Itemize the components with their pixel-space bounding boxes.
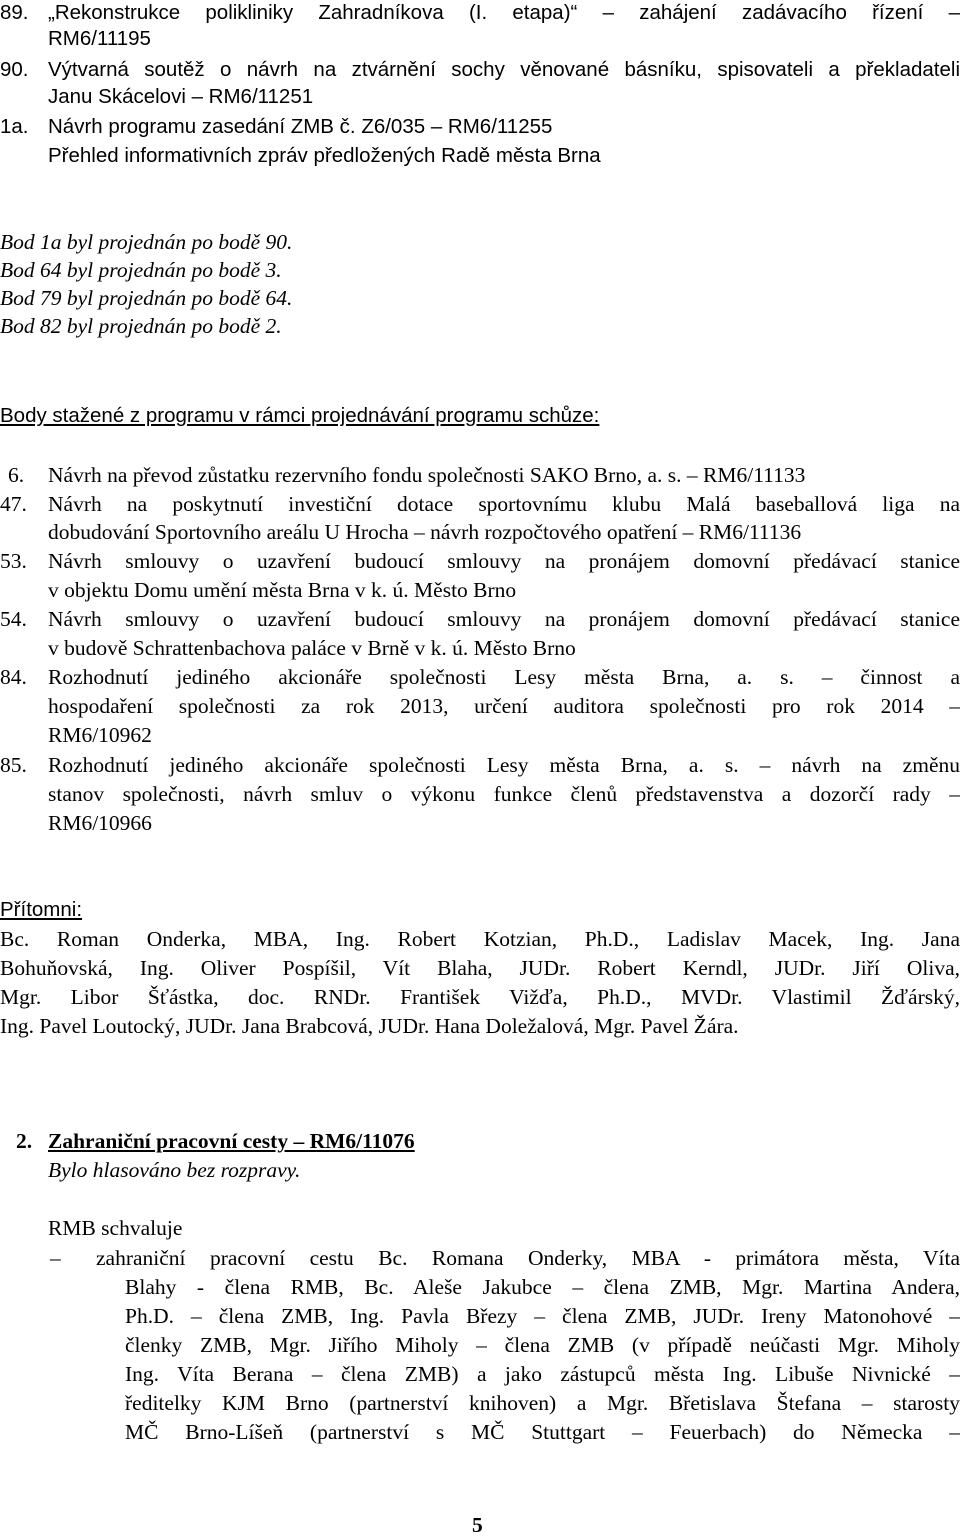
agenda-item-89-cont: RM6/11195 bbox=[48, 27, 151, 50]
item-text: Rozhodnutí jediného akcionáře společnosti Lesy města Brna, a. s. – činnost a bbox=[48, 665, 960, 689]
withdrawn-item-53-cont: v objektu Domu umění města Brna v k. ú. Město Brno bbox=[48, 578, 517, 602]
item-2-approves: RMB schvaluje bbox=[48, 1216, 183, 1240]
bullet-line bbox=[125, 1419, 960, 1445]
withdrawn-item-6 bbox=[0, 462, 805, 488]
item-number: 6. bbox=[8, 463, 25, 487]
present-line: Ing. Pavel Loutocký, JUDr. Jana Brabcová, JUDr. Hana Doležalová, Mgr. Pavel Žára. bbox=[0, 1014, 739, 1038]
bullet-line bbox=[125, 1303, 960, 1329]
bullet-text: Ing. Víta Berana – člena ZMB) a jako zástupců města Ing. Libuše Nivnické – bbox=[125, 1362, 960, 1386]
bullet-line bbox=[125, 1361, 960, 1387]
item-text: „Rekonstrukce polikliniky Zahradníkova (I. etapa)“ – zahájení zadávacího řízení – bbox=[48, 1, 960, 24]
bullet-line bbox=[125, 1274, 960, 1300]
bullet-text: členky ZMB, Mgr. Jiřího Miholy – člena ZMB (v případě neúčasti Mgr. Miholy bbox=[125, 1333, 960, 1357]
item-text: Rozhodnutí jediného akcionáře společnosti Lesy města Brna, a. s. – návrh na změnu bbox=[48, 753, 960, 777]
withdrawn-item-54-cont: v budově Schrattenbachova paláce v Brně v k. ú. Město Brno bbox=[48, 636, 576, 660]
note-line: Bod 82 byl projednán po bodě 2. bbox=[0, 314, 282, 338]
withdrawn-item-85-cont bbox=[48, 781, 960, 807]
bullet-line bbox=[0, 1245, 960, 1271]
note-line: Bod 1a byl projednán po bodě 90. bbox=[0, 230, 293, 254]
bullet-line bbox=[125, 1332, 960, 1358]
agenda-item-89 bbox=[0, 0, 960, 26]
item-2-heading bbox=[0, 1128, 415, 1154]
item-number: 47. bbox=[0, 492, 27, 516]
present-text: Mgr. Libor Šťástka, doc. RNDr. František Vižďa, Ph.D., MVDr. Vlastimil Žďárský, bbox=[0, 985, 960, 1009]
withdrawn-item-85 bbox=[0, 752, 960, 778]
withdrawn-item-53 bbox=[0, 548, 960, 574]
withdrawn-item-47 bbox=[0, 491, 960, 517]
item-text: hospodaření společnosti za rok 2013, určení auditora společnosti pro rok 2014 – bbox=[48, 694, 960, 718]
present-text: Bc. Roman Onderka, MBA, Ing. Robert Kotzian, Ph.D., Ladislav Macek, Ing. Jana bbox=[0, 927, 960, 951]
item-text: Návrh smlouvy o uzavření budoucí smlouvy na pronájem domovní předávací stanice bbox=[48, 549, 960, 573]
withdrawn-item-84-cont bbox=[48, 693, 960, 719]
item-2-note: Bylo hlasováno bez rozpravy. bbox=[48, 1158, 301, 1182]
item-number: 84. bbox=[0, 665, 27, 689]
item-text: Výtvarná soutěž o návrh na ztvárnění sochy věnované básníku, spisovateli a překladateli bbox=[48, 58, 960, 81]
item-number: 1a. bbox=[0, 115, 29, 138]
withdrawn-item-85-cont2: RM6/10966 bbox=[48, 811, 152, 835]
agenda-item-1a-cont: Přehled informativních zpráv předložených Radě města Brna bbox=[48, 144, 601, 167]
withdrawn-item-84 bbox=[0, 664, 960, 690]
agenda-item-90-cont: Janu Skácelovi – RM6/11251 bbox=[48, 85, 314, 108]
bullet-text: zahraniční pracovní cestu Bc. Romana Onderky, MBA - primátora města, Víta bbox=[96, 1246, 960, 1270]
agenda-item-1a bbox=[0, 114, 552, 140]
item-number: 2. bbox=[16, 1129, 33, 1153]
bullet-text: Blahy - člena RMB, Bc. Aleše Jakubce – člena ZMB, Mgr. Martina Andera, bbox=[125, 1275, 960, 1299]
bullet-text: MČ Brno-Líšeň (partnerství s MČ Stuttgart – Feuerbach) do Německa – bbox=[125, 1420, 960, 1444]
bullet-text: ředitelky KJM Brno (partnerství knihoven) a Mgr. Břetislava Štefana – starosty bbox=[125, 1391, 960, 1415]
present-heading: Přítomni: bbox=[0, 898, 83, 921]
withdrawn-item-47-cont: dobudování Sportovního areálu U Hrocha – návrh rozpočtového opatření – RM6/11136 bbox=[48, 520, 802, 544]
item-number: 54. bbox=[0, 607, 27, 631]
item-number: 90. bbox=[0, 58, 29, 81]
item-2-title: Zahraniční pracovní cesty – RM6/11076 bbox=[48, 1129, 415, 1153]
page-number: 5 bbox=[472, 1513, 483, 1537]
withdrawn-item-84-cont2: RM6/10962 bbox=[48, 723, 152, 747]
item-text: Návrh programu zasedání ZMB č. Z6/035 – RM6/11255 bbox=[48, 115, 553, 138]
present-line bbox=[0, 955, 960, 981]
dash-bullet: – bbox=[50, 1246, 61, 1270]
withdrawn-item-54 bbox=[0, 606, 960, 632]
item-number: 89. bbox=[0, 1, 29, 24]
present-line bbox=[0, 984, 960, 1010]
note-line: Bod 64 byl projednán po bodě 3. bbox=[0, 258, 282, 282]
item-text: Návrh na poskytnutí investiční dotace sportovnímu klubu Malá baseballová liga na bbox=[48, 492, 960, 516]
agenda-item-90 bbox=[0, 57, 960, 83]
note-line: Bod 79 byl projednán po bodě 64. bbox=[0, 286, 293, 310]
present-line bbox=[0, 926, 960, 952]
item-text: stanov společnosti, návrh smluv o výkonu funkce členů představenstva a dozorčí rady – bbox=[48, 782, 960, 806]
item-text: Návrh smlouvy o uzavření budoucí smlouvy na pronájem domovní předávací stanice bbox=[48, 607, 960, 631]
item-text: Návrh na převod zůstatku rezervního fondu společnosti SAKO Brno, a. s. – RM6/11133 bbox=[48, 463, 806, 487]
item-number: 85. bbox=[0, 753, 27, 777]
bullet-line bbox=[125, 1390, 960, 1416]
bullet-text: Ph.D. – člena ZMB, Ing. Pavla Březy – člena ZMB, JUDr. Ireny Matonohové – bbox=[125, 1304, 960, 1328]
withdrawn-heading: Body stažené z programu v rámci projednávání programu schůze: bbox=[0, 404, 600, 427]
item-number: 53. bbox=[0, 549, 27, 573]
present-text: Bohuňovská, Ing. Oliver Pospíšil, Vít Blaha, JUDr. Robert Kerndl, JUDr. Jiří Oliva, bbox=[0, 956, 960, 980]
